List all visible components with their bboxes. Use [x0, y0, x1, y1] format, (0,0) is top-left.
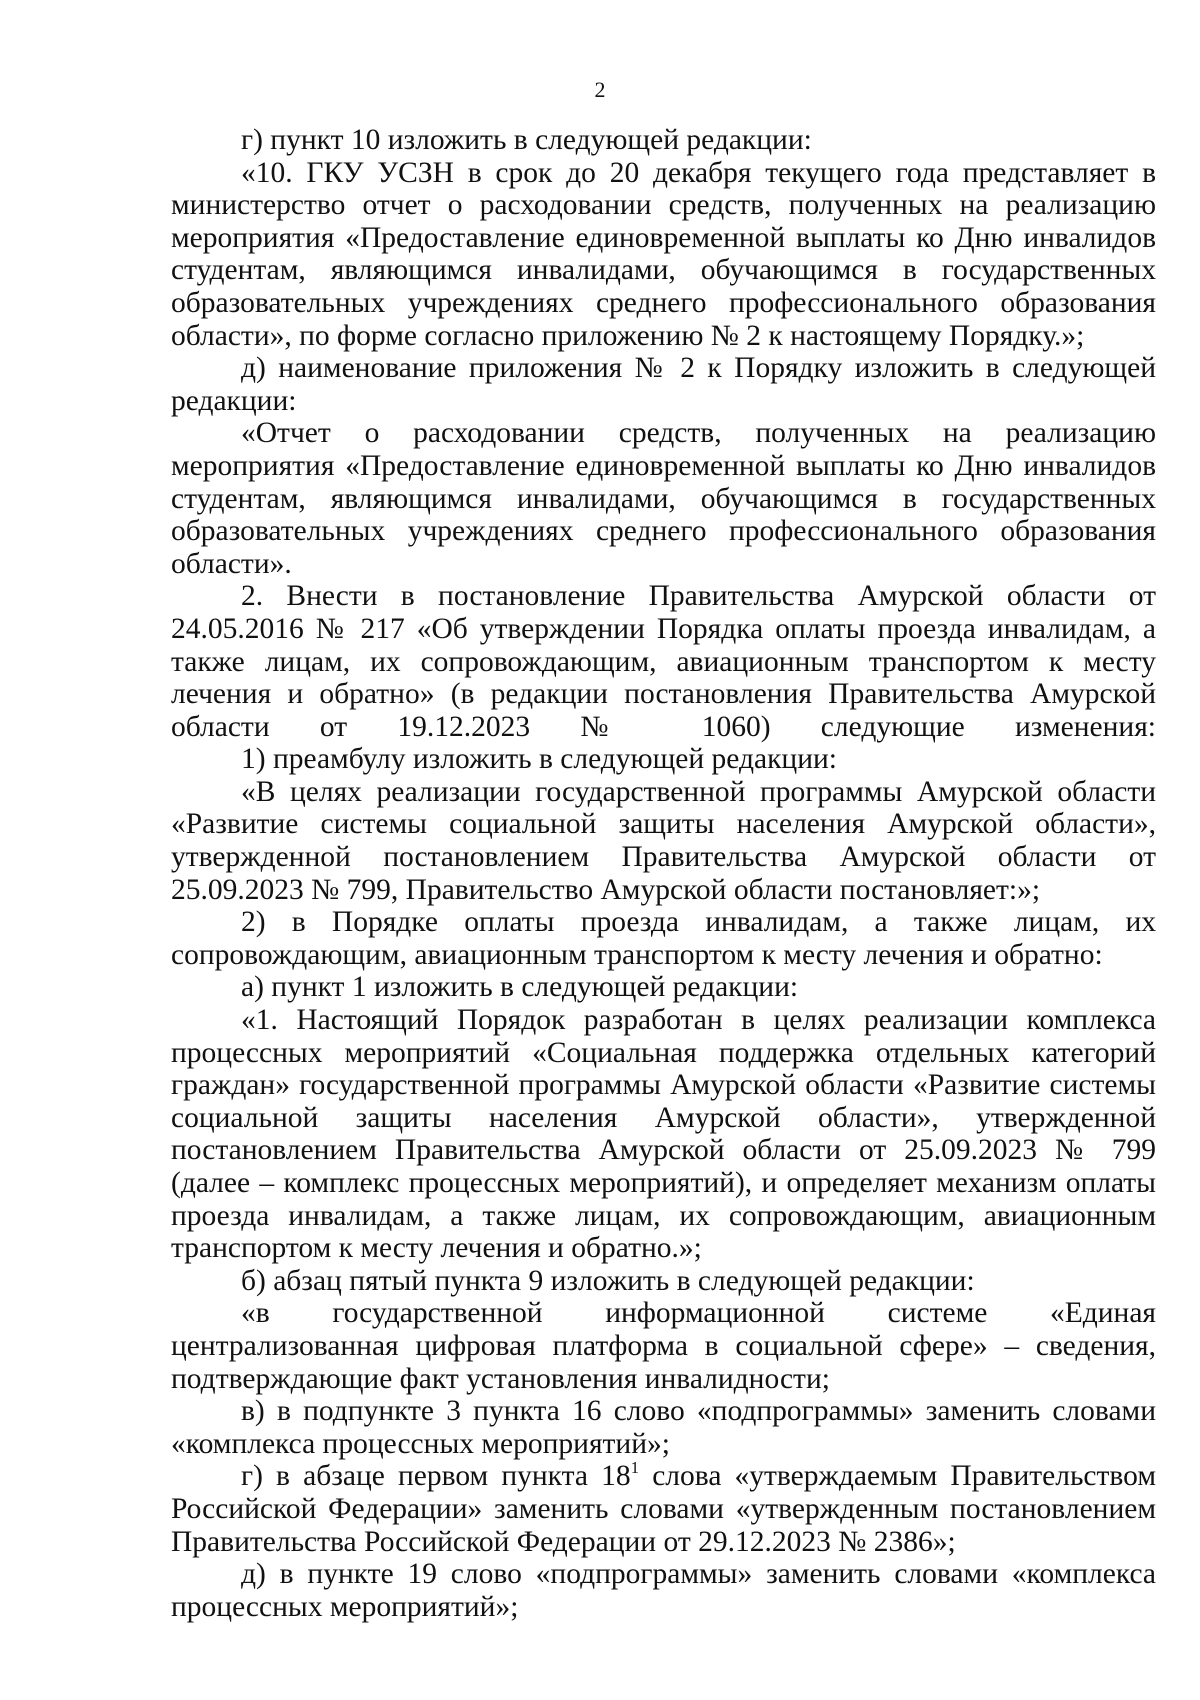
paragraph-item-g-after: слова «утверждаемым Правительством Российской Федерации» заменить словами «утвержденным постановлением Правительства Российской Федерации от 29.12.2023 № 2386»; — [171, 1460, 1156, 1558]
paragraph-report-title: «Отчет о расходовании средств, полученных на реализацию мероприятия «Предоставление единовременной выплаты ко Дню инвалидов студентам, являющимся инвалидами, обучающимся в государственных образовательных учреждениях среднего профессионального образования области». — [171, 417, 1156, 580]
page-number: 2 — [594, 77, 606, 102]
paragraph-section-2: 2. Внести в постановление Правительства Амурской области от 24.05.2016 № 217 «Об утверждении Порядка оплаты проезда инвалидам, а также лицам, их сопровождающим, авиационным транспортом к месту лечения и обратно» (в редакции постановления Правительства Амурской области от 19.12.2023 № 1060) следующие изменения: — [171, 580, 1156, 743]
superscript-index: 1 — [630, 1458, 640, 1478]
paragraph-item-g-point-10: г) пункт 10 изложить в следующей редакции: — [241, 124, 812, 156]
paragraph-item-d-appendix-title: д) наименование приложения № 2 к Порядку изложить в следующей редакции: — [171, 352, 1156, 417]
paragraph-item-d-point-19: д) в пункте 19 слово «подпрограммы» заменить словами «комплекса процессных мероприятий»; — [171, 1558, 1156, 1623]
paragraph-item-1-preamble: 1) преамбулу изложить в следующей редакции: — [241, 743, 837, 776]
paragraph-point-9-text: «в государственной информационной системе «Единая централизованная цифровая платформа в социальной сфере» – сведения, подтверждающие факт установления инвалидности; — [171, 1297, 1156, 1395]
paragraph-item-g-before: г) в абзаце первом пункта 18 — [241, 1460, 631, 1493]
paragraph-item-b-point-9: б) абзац пятый пункта 9 изложить в следующей редакции: — [241, 1264, 975, 1297]
paragraph-item-a-point-1: а) пункт 1 изложить в следующей редакции: — [241, 971, 799, 1004]
paragraph-point-10-text: «10. ГКУ УСЗН в срок до 20 декабря текущего года представляет в министерство отчет о расходовании средств, полученных на реализацию мероприятия «Предоставление единовременной выплаты ко Дню инвалидов студентам, являющимся инвалидами, обучающимся в государственных образовательных учреждениях среднего профессионального образования области», по форме согласно приложению № 2 к настоящему Порядку.»; — [171, 156, 1156, 352]
paragraph-item-g-point-18 — [171, 1460, 1156, 1558]
paragraph-item-v-point-16: в) в подпункте 3 пункта 16 слово «подпрограммы» заменить словами «комплекса процессных мероприятий»; — [171, 1395, 1156, 1460]
paragraph-item-2-order: 2) в Порядке оплаты проезда инвалидам, а также лицам, их сопровождающим, авиационным транспортом к месту лечения и обратно: — [171, 906, 1156, 971]
document-body — [171, 124, 1156, 1623]
paragraph-point-1-text: «1. Настоящий Порядок разработан в целях реализации комплекса процессных мероприятий «Социальная поддержка отдельных категорий граждан» государственной программы Амурской области «Развитие системы социальной защиты населения Амурской области», утвержденной постановлением Правительства Амурской области от 25.09.2023 № 799 (далее – комплекс процессных мероприятий), и определяет механизм оплаты проезда инвалидам, а также лицам, их сопровождающим, авиационным транспортом к месту лечения и обратно.»; — [171, 1004, 1156, 1265]
paragraph-preamble-text: «В целях реализации государственной программы Амурской области «Развитие системы социальной защиты населения Амурской области», утвержденной постановлением Правительства Амурской области от 25.09.2023 № 799, Правительство Амурской области постановляет:»; — [171, 775, 1156, 906]
